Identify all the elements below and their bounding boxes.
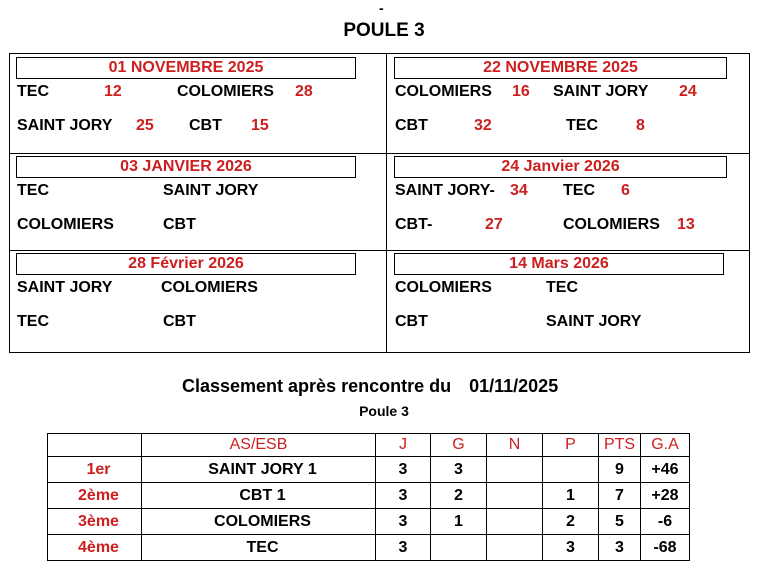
team-name: COLOMIERS — [142, 509, 376, 535]
ranking-title-text: Classement après rencontre du — [182, 376, 452, 396]
grid-divider-vertical — [386, 53, 387, 353]
goal-average: +28 — [641, 483, 690, 509]
day-2-match-1-away: SAINT JORY — [553, 83, 649, 100]
day-1-match-2-home-score: 25 — [136, 117, 154, 134]
team-name: SAINT JORY 1 — [142, 457, 376, 483]
day-2-match-2-home: CBT — [395, 117, 428, 134]
day-1-match-2-home: SAINT JORY — [17, 117, 113, 134]
day-5-match-2-away: CBT — [163, 313, 196, 330]
day-4-match-1-home-score: 34 — [510, 182, 528, 199]
day-4-match-1-home: SAINT JORY- — [395, 182, 495, 199]
day-6-match-2-home: CBT — [395, 313, 428, 330]
points: 3 — [599, 535, 641, 561]
col-header-n: N — [487, 434, 543, 457]
day-1-date: 01 NOVEMBRE 2025 — [16, 57, 356, 79]
day-2-match-2-away: TEC — [566, 117, 598, 134]
day-6-match-1-home: COLOMIERS — [395, 279, 492, 296]
day-2-match-1-home-score: 16 — [512, 83, 530, 100]
ranking-subtitle: Poule 3 — [359, 403, 409, 419]
col-header-pts: PTS — [599, 434, 641, 457]
day-1-match-2-away: CBT — [189, 117, 222, 134]
table-row — [48, 535, 690, 561]
won: 2 — [431, 483, 487, 509]
day-5-match-2-home: TEC — [17, 313, 49, 330]
header-dash: - — [379, 0, 384, 16]
goal-average: +46 — [641, 457, 690, 483]
day-5-date: 28 Février 2026 — [16, 253, 356, 275]
goal-average: -6 — [641, 509, 690, 535]
won: 3 — [431, 457, 487, 483]
day-3-match-1-home: TEC — [17, 182, 49, 199]
day-5-match-1-home: SAINT JORY — [17, 279, 113, 296]
day-4-match-2-home: CBT- — [395, 216, 433, 233]
day-4-match-1-away: TEC — [563, 182, 595, 199]
lost: 3 — [543, 535, 599, 561]
day-5-match-1-away: COLOMIERS — [161, 279, 258, 296]
day-4-match-1-away-score: 6 — [621, 182, 630, 199]
page-title: POULE 3 — [343, 20, 425, 41]
grid-divider-row-2 — [9, 250, 750, 251]
team-name: CBT 1 — [142, 483, 376, 509]
day-2-match-2-home-score: 32 — [474, 117, 492, 134]
day-1-match-1-home: TEC — [17, 83, 49, 100]
day-2-match-1-home: COLOMIERS — [395, 83, 492, 100]
won — [431, 535, 487, 561]
day-2-date: 22 NOVEMBRE 2025 — [394, 57, 727, 79]
ranking-table — [47, 433, 690, 561]
col-header-position — [48, 434, 142, 457]
team-name: TEC — [142, 535, 376, 561]
day-3-match-2-home: COLOMIERS — [17, 216, 114, 233]
won: 1 — [431, 509, 487, 535]
day-1-match-1-away: COLOMIERS — [177, 83, 274, 100]
day-1-match-1-home-score: 12 — [104, 83, 122, 100]
ranking-header-row — [48, 434, 690, 457]
draw — [487, 483, 543, 509]
points: 5 — [599, 509, 641, 535]
col-header-team: AS/ESB — [142, 434, 376, 457]
lost: 2 — [543, 509, 599, 535]
day-6-match-1-away: TEC — [546, 279, 578, 296]
day-3-date: 03 JANVIER 2026 — [16, 156, 356, 178]
day-2-match-2-away-score: 8 — [636, 117, 645, 134]
day-6-match-2-away: SAINT JORY — [546, 313, 642, 330]
table-row — [48, 483, 690, 509]
draw — [487, 535, 543, 561]
day-4-match-2-home-score: 27 — [485, 216, 503, 233]
day-3-match-1-away: SAINT JORY — [163, 182, 259, 199]
played: 3 — [376, 457, 431, 483]
day-6-date: 14 Mars 2026 — [394, 253, 724, 275]
ranking-date: 01/11/2025 — [469, 376, 559, 396]
lost: 1 — [543, 483, 599, 509]
played: 3 — [376, 483, 431, 509]
day-3-match-2-away: CBT — [163, 216, 196, 233]
lost — [543, 457, 599, 483]
grid-divider-row-1 — [9, 153, 750, 154]
goal-average: -68 — [641, 535, 690, 561]
day-1-match-1-away-score: 28 — [295, 83, 313, 100]
points: 7 — [599, 483, 641, 509]
col-header-p: P — [543, 434, 599, 457]
rank-position: 2ème — [48, 483, 142, 509]
table-row — [48, 457, 690, 483]
draw — [487, 509, 543, 535]
day-4-match-2-away: COLOMIERS — [563, 216, 660, 233]
day-1-match-2-away-score: 15 — [251, 117, 269, 134]
table-row — [48, 509, 690, 535]
draw — [487, 457, 543, 483]
played: 3 — [376, 509, 431, 535]
rank-position: 4ème — [48, 535, 142, 561]
ranking-title — [182, 376, 558, 397]
col-header-ga: G.A — [641, 434, 690, 457]
rank-position: 3ème — [48, 509, 142, 535]
col-header-j: J — [376, 434, 431, 457]
rank-position: 1er — [48, 457, 142, 483]
played: 3 — [376, 535, 431, 561]
day-4-date: 24 Janvier 2026 — [394, 156, 727, 178]
day-2-match-1-away-score: 24 — [679, 83, 697, 100]
points: 9 — [599, 457, 641, 483]
col-header-g: G — [431, 434, 487, 457]
day-4-match-2-away-score: 13 — [677, 216, 695, 233]
